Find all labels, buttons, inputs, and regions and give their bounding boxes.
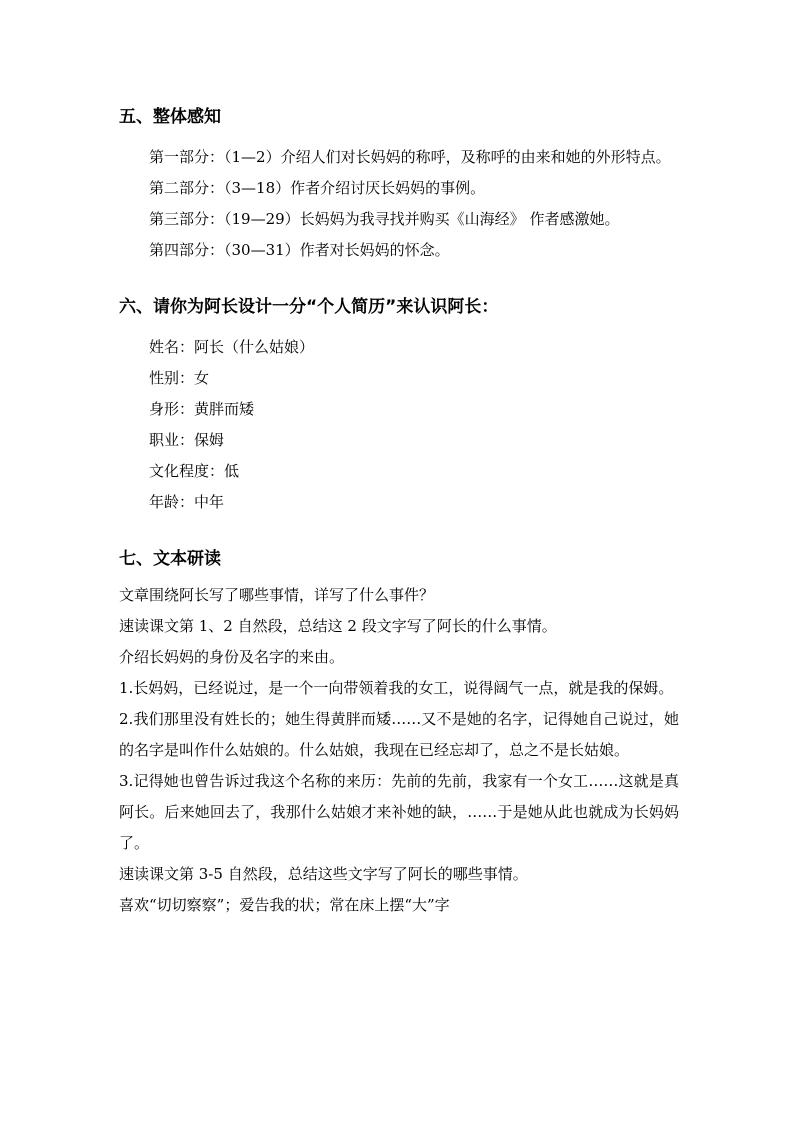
resume-item-gender: 性别：女: [149, 369, 210, 387]
resume-item-age: 年龄：中年: [149, 493, 225, 511]
quote-paragraph-1: 1.长妈妈，已经说过，是一个一向带领着我的女工，说得阔气一点，就是我的保姆。: [119, 679, 674, 697]
section-heading: 七、文本研读: [119, 549, 221, 569]
resume-item-figure: 身形：黄胖而矮: [149, 400, 255, 418]
paragraph-part-three: 第三部分：（19—29）长妈妈为我寻找并购买《山海经》 作者感激她。: [149, 210, 620, 228]
section-heading: 五、整体感知: [119, 107, 221, 127]
paragraph-part-two: 第二部分：（3—18）作者介绍讨厌长妈妈的事例。: [149, 179, 486, 197]
section-resume: [119, 292, 679, 518]
quote-paragraph-2: 2.我们那里没有姓长的；她生得黄胖而矮……又不是她的名字，记得她自己说过，她的名字是叫作什么姑娘的。什么姑娘，我现在已经忘却了，总之不是长姑娘。: [119, 710, 679, 759]
resume-item-name: 姓名：阿长（什么姑娘）: [149, 338, 315, 356]
instruction-paragraph-2: 速读课文第 3-5 自然段，总结这些文字写了阿长的哪些事情。: [119, 865, 528, 883]
section-overall-perception: [119, 102, 679, 266]
question-paragraph: 文章围绕阿长写了哪些事情，详写了什么事件？: [119, 586, 435, 604]
resume-item-occupation: 职业：保姆: [149, 431, 225, 449]
paragraph-part-one: 第一部分：（1—2）介绍人们对长妈妈的称呼，及称呼的由来和她的外形特点。: [149, 148, 671, 166]
document-page: [119, 100, 679, 921]
paragraph-part-four: 第四部分：（30—31）作者对长妈妈的怀念。: [149, 241, 450, 259]
answer-paragraph-2: 喜欢“切切察察”；爱告我的状；常在床上摆“大”字: [119, 896, 450, 914]
quote-paragraph-3: 3.记得她也曾告诉过我这个名称的来历：先前的先前，我家有一个女工……这就是真阿长。后来她回去了，我那什么姑娘才来补她的缺，……于是她从此也就成为长妈妈了。: [119, 772, 679, 852]
answer-paragraph: 介绍长妈妈的身份及名字的来由。: [119, 648, 345, 666]
section-heading: 六、请你为阿长设计一分“个人简历”来认识阿长：: [119, 297, 499, 317]
section-text-study: [119, 544, 679, 921]
instruction-paragraph: 速读课文第 1、2 自然段，总结这 2 段文字写了阿长的什么事情。: [119, 617, 557, 635]
resume-item-education: 文化程度：低: [149, 462, 240, 480]
